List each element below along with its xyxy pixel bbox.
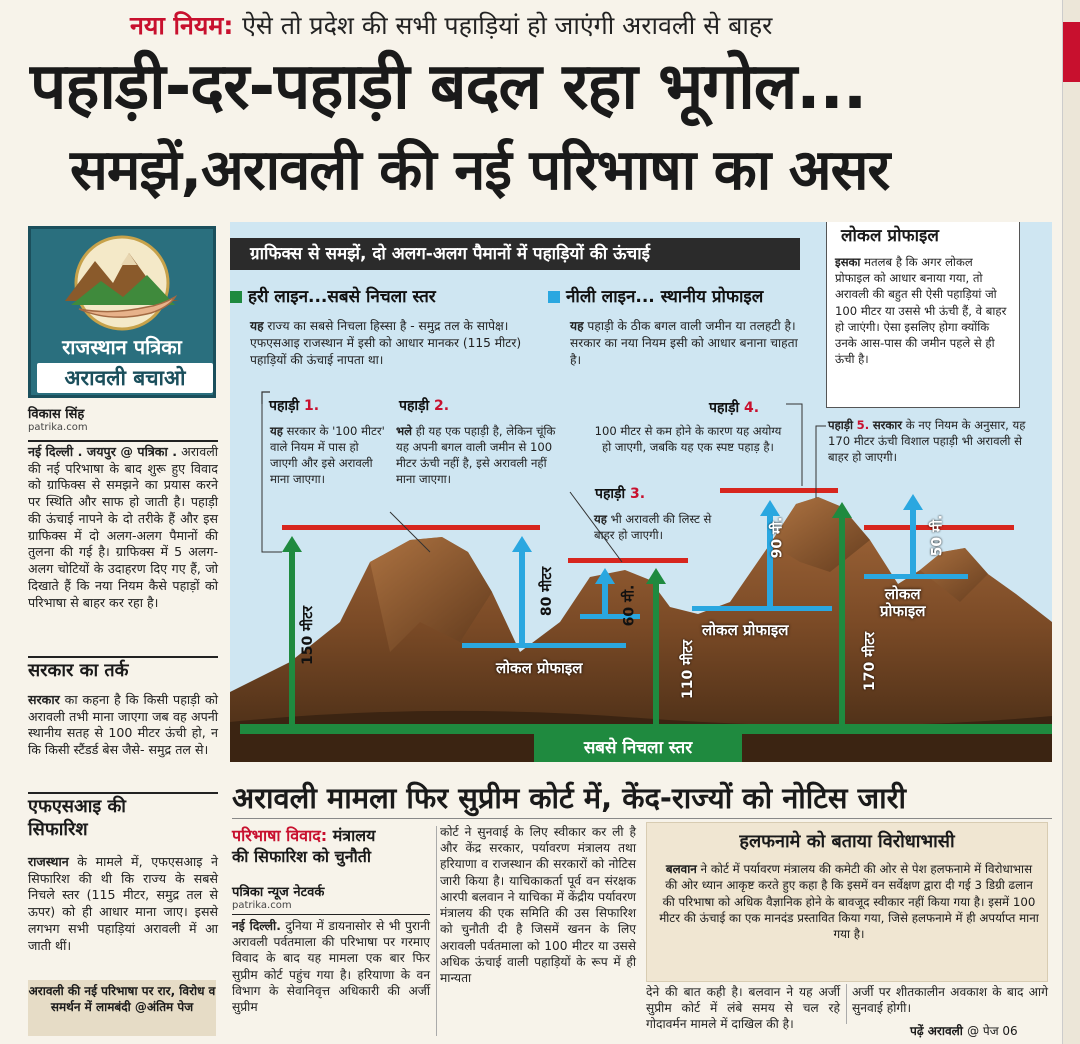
subhead-fsi-line-1: एफएसआइ की [28, 796, 126, 817]
legend-blue-text: पहाड़ी के ठीक बगल वाली जमीन या तलहटी है। सरकार का नया नियम इसी को आधार बनाना चाहता है। [570, 319, 798, 367]
govt-argument-paragraph [28, 692, 218, 759]
peak-5-text: के नए नियम के अनुसार, यह 170 मीटर ऊंची विशाल पहाड़ी भी अरावली से बाहर हो जाएगी। [828, 418, 1026, 464]
peak-1-local-line [462, 643, 626, 648]
section-rule [28, 656, 218, 658]
story2-kicker-separator: : [320, 826, 328, 845]
story2-kicker-text-1: मंत्रालय [327, 826, 376, 845]
peak-2-label [396, 396, 452, 415]
affidavit-box [646, 822, 1048, 982]
infographic-banner: ग्राफिक्स से समझें, दो अलग-अलग पैमानों में पहाड़ियों की ऊंचाई [230, 238, 800, 270]
story2-headline: अरावली मामला फिर सुप्रीम कोर्ट में, केंद-राज्यों को नोटिस जारी [232, 781, 907, 815]
affidavit-title: हलफनामे को बताया विरोधाभासी [739, 831, 955, 852]
peak-2-text: ही यह एक पहाड़ी है, लेकिन चूंकि यह अपनी बगल वाली जमीन से 100 मीटर ऊंची नहीं है, इसे अरावली नहीं माना जाएगा। [396, 424, 556, 486]
story2-kicker [232, 826, 432, 868]
fsi-text: के मामले में, एफएसआइ ने सिफारिश की थी कि राज्य के सबसे निचले स्तर (115 मीटर, समुद्र तल से ऊपर) को ही आधार माना जाए। इससे लगभग सभी पहाड़ियां अरावली में आ जाती थीं। [28, 854, 218, 953]
legend-green-text: राज्य का सबसे निचला हिस्सा है - समुद्र तल के सापेक्ष। एफएसआइ राजस्थान में इसी को आधार मानकर (115 मीटर) पहाड़ियों की ऊंचाई नापता था। [250, 319, 522, 367]
peak-4-label [706, 398, 762, 417]
story2-byline-rule [232, 914, 430, 915]
legend-blue-note [570, 318, 806, 368]
kicker-label: नया नियम [130, 11, 224, 40]
peak-5-word: पहाड़ी [828, 418, 853, 432]
peak-5-number: 5. [856, 418, 870, 432]
story2-col1-text: दुनिया में डायनासोर से भी पुरानी अरावली पर्वतमाला की परिभाषा पर गरमाए विवाद के बाद यह मामला एक बार फिर सुप्रीम कोर्ट पहुंच गया है। हरियाणा के वन विभाग के सेवानिवृत्त अधिकारी की अर्जी सुप्रीम [232, 919, 430, 1015]
local-profile-body: मतलब है कि अगर लोकल प्रोफाइल को आधार बनाया गया, तो अरावली की बहुत सी ऐसी पहाड़ियां जो 100 मीटर या उससे भी ऊंची हैं, वे बाहर हो जाएंगी। ऐसा इसलिए होगा क्योंकि उनके आस-पास की जमीन पहले से ही ऊंची है। [835, 255, 1007, 367]
peak-3-note [594, 512, 722, 544]
adjacent-page-red-bar [1063, 22, 1080, 82]
story2-kicker-text-2: की सिफारिश को चुनौती [232, 846, 372, 866]
peak-1-text: सरकार के '100 मीटर' वाले नियम में पास हो जाएगी और इसे अरावली माना जाएगा। [270, 424, 385, 486]
peak-2-lead: भले [396, 424, 413, 438]
page-ref-prefix: पढ़ें [910, 1024, 924, 1038]
kicker [130, 8, 1030, 42]
affidavit-lead: बलवान [665, 862, 697, 876]
legend-blue [548, 284, 763, 307]
story2-column-2: कोर्ट ने सुनवाई के लिए स्वीकार कर ली है और केंद्र सरकार, पर्यावरण मंत्रालय तथा हरियाणा व राजस्थान की सरकारों को नोटिस जारी किया है। याचिकाकर्ता पूर्व वन संरक्षक आरपी बलवान ने याचिका में केंद्रीय पर्यावरण मंत्रालय की एक समिति की उस सिफारिश को चुनौती दी है जिसमें खनन के लिए अरावली पर्वतमाला को 100 मीटर या उससे अधिक ऊंचाई वाली पहाड़ियों के रूप में ही मान्यता [440, 825, 636, 985]
peak-3-label [592, 484, 648, 503]
local-profile-label-3 [880, 586, 925, 621]
peak-1-number: 1. [304, 398, 320, 414]
peak-1-note [270, 424, 386, 488]
peak-3-local-height: 60 मी. [621, 584, 638, 627]
local-profile-label-3-line-1: लोकल [884, 585, 921, 603]
local-profile-label-3-line-2: प्रोफाइल [880, 602, 926, 621]
affidavit-text [659, 861, 1039, 942]
adjacent-page-strip [1062, 0, 1080, 1044]
subhead-fsi-recommendation [28, 796, 218, 841]
peak-2-note [396, 424, 566, 488]
base-level-line [240, 724, 1052, 734]
peak-5-lead: सरकार [872, 418, 903, 432]
blue-square-icon [548, 291, 560, 303]
local-profile-label-2: लोकल प्रोफाइल [702, 621, 789, 639]
story2-rule [232, 818, 1052, 819]
legend-green [230, 284, 436, 307]
column-separator [846, 984, 847, 1024]
campaign-slogan: अरावली बचाओ [37, 363, 213, 393]
peak-3-word: पहाड़ी [595, 486, 626, 502]
peak-5-total-height: 170 मीटर [861, 632, 878, 691]
peak-1-word: पहाड़ी [269, 398, 300, 414]
legend-green-note [250, 318, 540, 368]
teaser-box[interactable]: अरावली की नई परिभाषा पर रार, विरोध व समर्थन में लामबंदी @अंतिम पेज [28, 980, 216, 1036]
green-square-icon [230, 291, 242, 303]
story2-column-4: अर्जी पर शीतकालीन अवकाश के बाद आगे सुनवाई होगी। [852, 985, 1048, 1016]
peak-1-lead: यह [270, 424, 283, 438]
affidavit-body: ने कोर्ट में पर्यावरण मंत्रालय की कमेटी की ओर से पेश हलफनामे में विरोधाभास की ओर ध्यान आकृष्ट करते हुए कहा है कि इसमें वन सर्वेक्षण द्वारा दी गई 3 डिग्री ढलान की परिभाषा को अधिक वैज्ञानिक होने के बावजूद स्वीकार नहीं किया गया है। इसमें 100 मीटर की ऊंचाई का एक मानदंड प्रस्तावित किया गया, जिसे हलफनामे में ही अपर्याप्त माना गया है। [659, 862, 1039, 942]
legend-green-lead: यह [250, 319, 264, 333]
peak-4-word: पहाड़ी [709, 400, 740, 416]
story2-kicker-label: परिभाषा विवाद [232, 826, 321, 845]
column-separator [436, 826, 437, 1036]
story1-lead-paragraph [28, 444, 218, 611]
peak-5-local-height: 50 मी. [929, 514, 946, 557]
section-rule [28, 792, 218, 794]
story2-author: पत्रिका न्यूज नेटवर्क [232, 885, 325, 900]
peak-4-number: 4. [744, 400, 760, 416]
story2-author-site: patrika.com [232, 900, 292, 911]
govt-argument-text: का कहना है कि किसी पहाड़ी को अरावली तभी माना जाएगा जब वह अपनी स्थानीय सतह से 100 मीटर ऊंची हो, न कि किसी स्टैंडर्ड बेस जैसे- समुद्र तल से। [28, 692, 218, 758]
subhead-govt-argument: सरकार का तर्क [28, 660, 129, 681]
peak-1-local-arrow [512, 536, 532, 644]
dateline: नई दिल्ली . जयपुर @ पत्रिका . [28, 444, 178, 459]
headline-line-1: पहाड़ी-दर-पहाड़ी बदल रहा भूगोल... [30, 50, 867, 124]
author-name: विकास सिंह [28, 407, 85, 422]
peak-2-number: 2. [434, 398, 450, 414]
peak-1-label [266, 396, 322, 415]
fsi-paragraph [28, 854, 218, 954]
local-profile-box [826, 222, 1020, 408]
peak-3-total-height: 110 मीटर [679, 640, 696, 699]
author-site: patrika.com [28, 422, 88, 433]
page-ref-suffix: @ पेज 06 [967, 1024, 1018, 1038]
peak-2-word: पहाड़ी [399, 398, 430, 414]
lead-text: अरावली की नई परिभाषा के बाद शुरू हुए विवाद को ग्राफिक्स से समझने का प्रयास करने पर स्थिति और साफ हो जाती है। पहाड़ी की ऊंचाई नापने के दो तरीके हैं और इस ग्राफिक्स में दो अलग-अलग पैमानों की तुलना की गई है। ग्राफिक्स में 5 अलग-अलग चोटियों के उदाहरण दिए गए हैं, जो दिखाते हैं कि नया नियम कैसे पहाड़ों को परिभाषा से बाहर कर रहा है। [28, 444, 218, 610]
fsi-lead: राजस्थान [28, 854, 69, 869]
peak-1-local-height: 80 मीटर [539, 566, 556, 617]
legend-blue-lead: यह [570, 319, 584, 333]
legend-blue-title: नीली लाइन... स्थानीय प्रोफाइल [566, 287, 764, 307]
story2-column-1 [232, 918, 430, 1015]
byline-rule [28, 440, 218, 442]
peak-5-note [828, 418, 1038, 466]
peak-3-number: 3. [630, 486, 646, 502]
base-level-label: सबसे निचला स्तर [534, 734, 742, 762]
peak-3-text: भी अरावली की लिस्ट से बाहर हो जाएगी। [594, 512, 712, 542]
campaign-brand: राजस्थान पत्रिका [62, 335, 182, 359]
govt-argument-lead: सरकार [28, 692, 60, 707]
peak-3-top-line [568, 558, 688, 563]
peak-4-top-line [720, 488, 838, 493]
local-profile-lead: इसका [835, 255, 861, 269]
peak-1-top-line [282, 525, 540, 530]
local-profile-label-1: लोकल प्रोफाइल [496, 659, 583, 677]
peak-5-local-arrow [903, 494, 923, 575]
page-reference[interactable] [910, 1022, 1018, 1039]
page-ref-word: अरावली [927, 1024, 963, 1038]
story2-dateline: नई दिल्ली. [232, 919, 281, 933]
peak-4-local-height: 90 मी. [769, 516, 786, 559]
kicker-text: ऐसे तो प्रदेश की सभी पहाड़ियां हो जाएंगी अरावली से बाहर [242, 11, 773, 40]
infographic [230, 222, 1052, 762]
peak-4-local-line [692, 606, 832, 611]
peak-4-text: 100 मीटर से कम होने के कारण यह अयोग्य हो जाएगी, जबकि यह एक स्पष्ट पहाड़ है। [594, 424, 782, 454]
local-profile-title: लोकल प्रोफाइल [841, 226, 939, 246]
legend-green-title: हरी लाइन...सबसे निचला स्तर [248, 287, 436, 307]
local-profile-text [835, 254, 1011, 368]
campaign-logo [28, 226, 216, 398]
subhead-fsi-line-2: सिफारिश [28, 818, 88, 840]
mountains-in-hand-icon [51, 235, 193, 331]
story2-byline [232, 882, 432, 911]
story2-column-3: देने की बात कही है। बलवान ने यह अर्जी सुप्रीम कोर्ट में लंबे समय से चल रहे गोदावर्मन मामले में दाखिल की है। [646, 985, 840, 1032]
story1-byline [28, 404, 218, 433]
peak-1-total-height: 150 मीटर [299, 606, 316, 665]
peak-4-note [590, 424, 786, 456]
kicker-separator: : [223, 11, 234, 40]
headline-line-2: समझें,अरावली की नई परिभाषा का असर [70, 138, 890, 203]
peak-3-lead: यह [594, 512, 607, 526]
